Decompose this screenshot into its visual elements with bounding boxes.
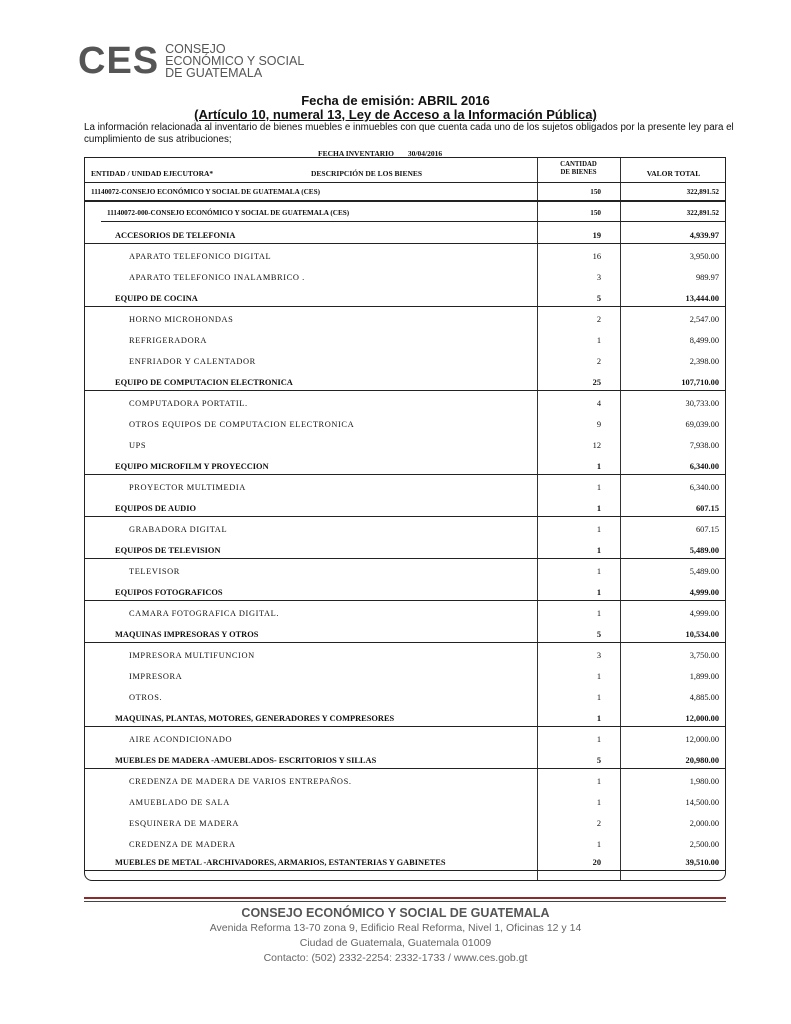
- row-value: 3,950.00: [689, 252, 719, 261]
- header-quantity: [537, 161, 620, 177]
- logo-mark: CES: [78, 40, 160, 82]
- row-value: 20,980.00: [685, 756, 719, 765]
- intro-paragraph: La información relacionada al inventario de bienes muebles e inmuebles con que cuenta cada uno de los sujetos obligados por la presente ley para el cumplimiento de sus atribuciones;: [84, 122, 734, 145]
- row-quantity: 3: [596, 273, 601, 282]
- row-divider: [85, 558, 725, 559]
- row-quantity: 150: [590, 188, 601, 196]
- row-description: EQUIPOS DE TELEVISION: [115, 546, 221, 555]
- row-divider: [85, 870, 725, 871]
- row-value: 2,500.00: [689, 840, 719, 849]
- row-value: 6,340.00: [689, 483, 719, 492]
- footer-address: Avenida Reforma 13-70 zona 9, Edificio Real Reforma, Nivel 1, Oficinas 12 y 14: [209, 922, 582, 934]
- row-description: HORNO MICROHONDAS: [129, 315, 234, 324]
- table-header: [85, 158, 725, 183]
- row-description: MAQUINAS, PLANTAS, MOTORES, GENERADORES Y COMPRESORES: [115, 714, 395, 723]
- row-description: APARATO TELEFONICO DIGITAL: [129, 252, 272, 261]
- row-value: 4,999.00: [689, 588, 719, 597]
- row-quantity: 4: [596, 399, 601, 408]
- row-description: EQUIPO MICROFILM Y PROYECCION: [115, 462, 269, 471]
- row-divider: [101, 221, 725, 222]
- row-value: 322,891.52: [686, 188, 719, 196]
- row-value: 14,500.00: [685, 798, 719, 807]
- row-quantity: 25: [592, 378, 601, 387]
- row-description: ACCESORIOS DE TELEFONIA: [115, 231, 236, 240]
- row-description: IMPRESORA: [129, 672, 183, 681]
- row-value: 322,891.52: [686, 209, 719, 217]
- row-quantity: 1: [596, 546, 601, 555]
- document-subtitle: (Artículo 10, numeral 13, Ley de Acceso a la Información Pública): [194, 107, 597, 122]
- row-divider: [85, 768, 725, 769]
- row-value: 6,340.00: [689, 462, 719, 471]
- row-description: MUEBLES DE METAL -ARCHIVADORES, ARMARIOS, ESTANTERIAS Y GABINETES: [115, 858, 446, 867]
- row-quantity: 1: [596, 525, 601, 534]
- row-value: 8,499.00: [689, 336, 719, 345]
- ces-logo: [78, 42, 304, 80]
- row-quantity: 150: [590, 209, 601, 217]
- row-description: COMPUTADORA PORTATIL.: [129, 399, 248, 408]
- row-quantity: 1: [596, 588, 601, 597]
- row-value: 12,000.00: [685, 714, 719, 723]
- row-value: 10,534.00: [685, 630, 719, 639]
- row-quantity: 12: [592, 441, 601, 450]
- footer-org: CONSEJO ECONÓMICO Y SOCIAL DE GUATEMALA: [241, 906, 550, 920]
- row-value: 5,489.00: [689, 567, 719, 576]
- header-description: DESCRIPCIÓN DE LOS BIENES: [311, 169, 423, 178]
- header-quantity-line-2: DE BIENES: [560, 169, 597, 176]
- row-value: 1,980.00: [689, 777, 719, 786]
- row-value: 3,750.00: [689, 651, 719, 660]
- row-quantity: 1: [596, 798, 601, 807]
- header-quantity-line-1: CANTIDAD: [560, 161, 597, 168]
- row-quantity: 1: [596, 840, 601, 849]
- row-quantity: 9: [596, 420, 601, 429]
- footer-contact: Contacto: (502) 2332-2254: 2332-1733 / www.ces.gob.gt: [263, 952, 528, 964]
- row-quantity: 1: [596, 609, 601, 618]
- row-quantity: 1: [596, 672, 601, 681]
- row-value: 607.15: [695, 504, 719, 513]
- row-value: 989.97: [695, 273, 719, 282]
- row-value: 107,710.00: [681, 378, 719, 387]
- row-quantity: 5: [596, 294, 601, 303]
- row-divider: [85, 306, 725, 307]
- row-value: 2,398.00: [689, 357, 719, 366]
- logo-line-2: ECONÓMICO Y SOCIAL: [165, 54, 305, 68]
- row-description: PROYECTOR MULTIMEDIA: [129, 483, 246, 492]
- document-title: Fecha de emisión: ABRIL 2016: [301, 93, 490, 108]
- row-value: 607.15: [695, 525, 719, 534]
- header-entity: ENTIDAD / UNIDAD EJECUTORA*: [91, 169, 214, 178]
- row-quantity: 2: [596, 315, 601, 324]
- row-value: 2,547.00: [689, 315, 719, 324]
- row-quantity: 1: [596, 693, 601, 702]
- row-value: 39,510.00: [685, 858, 719, 867]
- row-description: CREDENZA DE MADERA DE VARIOS ENTREPAÑOS.: [129, 777, 352, 786]
- row-quantity: 1: [596, 504, 601, 513]
- row-divider: [85, 474, 725, 475]
- row-quantity: 16: [592, 252, 601, 261]
- row-quantity: 19: [592, 231, 601, 240]
- row-divider: [85, 243, 725, 244]
- row-description: CAMARA FOTOGRAFICA DIGITAL.: [129, 609, 280, 618]
- row-description: 11140072-000-CONSEJO ECONÓMICO Y SOCIAL DE GUATEMALA (CES): [107, 209, 350, 217]
- row-value: 7,938.00: [689, 441, 719, 450]
- row-quantity: 3: [596, 651, 601, 660]
- row-description: OTROS EQUIPOS DE COMPUTACION ELECTRONICA: [129, 420, 355, 429]
- row-description: EQUIPO DE COCINA: [115, 294, 198, 303]
- row-value: 1,899.00: [689, 672, 719, 681]
- row-quantity: 5: [596, 630, 601, 639]
- row-description: EQUIPO DE COMPUTACION ELECTRONICA: [115, 378, 293, 387]
- row-divider: [85, 390, 725, 391]
- inventory-date-value: 30/04/2016: [407, 149, 443, 158]
- row-description: CREDENZA DE MADERA: [129, 840, 236, 849]
- row-value: 4,939.97: [689, 231, 719, 240]
- row-description: EQUIPOS DE AUDIO: [115, 504, 196, 513]
- row-value: 69,039.00: [685, 420, 719, 429]
- row-quantity: 1: [596, 567, 601, 576]
- row-description: TELEVISOR: [129, 567, 180, 576]
- row-quantity: 20: [592, 858, 601, 867]
- row-description: OTROS.: [129, 693, 163, 702]
- footer-city: Ciudad de Guatemala, Guatemala 01009: [299, 937, 492, 949]
- row-description: REFRIGERADORA: [129, 336, 208, 345]
- row-quantity: 1: [596, 336, 601, 345]
- row-description: ENFRIADOR Y CALENTADOR: [129, 357, 256, 366]
- header-value: VALOR TOTAL: [646, 169, 701, 178]
- row-quantity: 1: [596, 483, 601, 492]
- row-quantity: 1: [596, 462, 601, 471]
- row-description: MUEBLES DE MADERA -AMUEBLADOS- ESCRITORIOS Y SILLAS: [115, 756, 377, 765]
- row-description: AIRE ACONDICIONADO: [129, 735, 233, 744]
- row-description: EQUIPOS FOTOGRAFICOS: [115, 588, 223, 597]
- logo-line-3: DE GUATEMALA: [165, 66, 263, 80]
- row-description: ESQUINERA DE MADERA: [129, 819, 240, 828]
- row-value: 4,999.00: [689, 609, 719, 618]
- column-divider: [537, 158, 538, 880]
- logo-line-1: CONSEJO: [165, 42, 226, 56]
- row-divider: [85, 726, 725, 727]
- row-description: AMUEBLADO DE SALA: [129, 798, 230, 807]
- row-description: MAQUINAS IMPRESORAS Y OTROS: [115, 630, 259, 639]
- row-quantity: 2: [596, 819, 601, 828]
- row-divider: [85, 642, 725, 643]
- column-divider: [620, 158, 621, 880]
- row-description: 11140072-CONSEJO ECONÓMICO Y SOCIAL DE GUATEMALA (CES): [91, 188, 320, 196]
- row-divider: [85, 200, 725, 202]
- footer-divider: [84, 897, 726, 899]
- inventory-date-label: FECHA INVENTARIO: [318, 149, 394, 158]
- row-value: 12,000.00: [685, 735, 719, 744]
- row-description: GRABADORA DIGITAL: [129, 525, 228, 534]
- footer-divider: [84, 901, 726, 902]
- row-value: 13,444.00: [685, 294, 719, 303]
- row-divider: [85, 516, 725, 517]
- row-value: 2,000.00: [689, 819, 719, 828]
- row-quantity: 5: [596, 756, 601, 765]
- row-description: UPS: [129, 441, 147, 450]
- logo-text: [165, 43, 304, 79]
- row-quantity: 1: [596, 735, 601, 744]
- row-quantity: 2: [596, 357, 601, 366]
- row-value: 4,885.00: [689, 693, 719, 702]
- row-value: 5,489.00: [689, 546, 719, 555]
- row-description: APARATO TELEFONICO INALAMBRICO .: [129, 273, 305, 282]
- inventory-table: [84, 157, 726, 881]
- row-description: IMPRESORA MULTIFUNCION: [129, 651, 255, 660]
- row-quantity: 1: [596, 714, 601, 723]
- row-quantity: 1: [596, 777, 601, 786]
- row-value: 30,733.00: [685, 399, 719, 408]
- row-divider: [85, 600, 725, 601]
